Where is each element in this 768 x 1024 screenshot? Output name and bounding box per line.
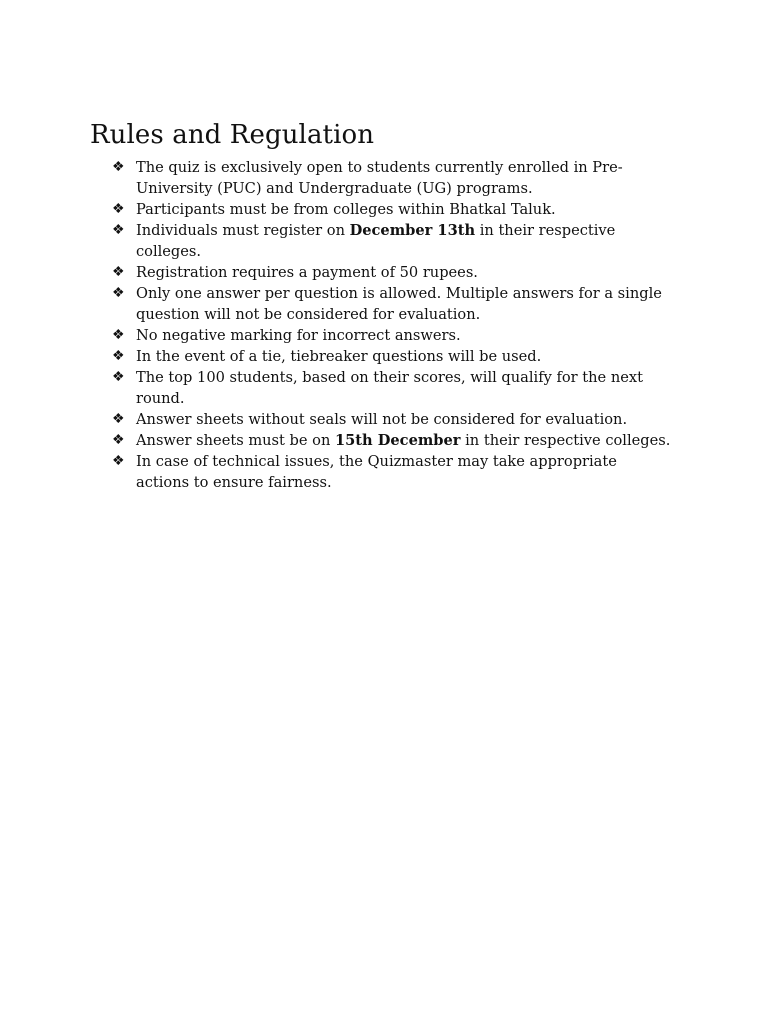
rule-text: Answer sheets must be on 15th December in their respective colleges.: [136, 432, 671, 449]
diamond-bullet-icon: ❖: [112, 411, 125, 427]
rule-text: The quiz is exclusively open to students currently enrolled in Pre-University (PUC) and Undergraduate (UG) programs.: [136, 159, 623, 197]
diamond-bullet-icon: ❖: [112, 348, 125, 364]
rule-text: Answer sheets without seals will not be considered for evaluation.: [136, 411, 628, 428]
list-item: [112, 451, 672, 493]
diamond-bullet-icon: ❖: [112, 327, 125, 343]
rule-text: No negative marking for incorrect answers.: [136, 327, 461, 344]
diamond-bullet-icon: ❖: [112, 453, 125, 469]
diamond-bullet-icon: ❖: [112, 159, 125, 175]
rule-text: In the event of a tie, tiebreaker questions will be used.: [136, 348, 542, 365]
highlight-date: 15th December: [335, 432, 461, 449]
list-item: [112, 409, 672, 430]
highlight-date: December 13th: [349, 222, 476, 239]
list-item: [112, 430, 672, 451]
diamond-bullet-icon: ❖: [112, 432, 125, 448]
list-item: [112, 199, 672, 220]
list-item: [112, 157, 672, 199]
rule-text: Individuals must register on December 13th in their respective colleges.: [136, 222, 616, 260]
list-item: [112, 283, 672, 325]
page-title: Rules and Regulation: [90, 120, 375, 150]
list-item: [112, 367, 672, 409]
rule-text: Participants must be from colleges within Bhatkal Taluk.: [136, 201, 556, 218]
list-item: [112, 262, 672, 283]
diamond-bullet-icon: ❖: [112, 222, 125, 238]
rule-text: Only one answer per question is allowed. Multiple answers for a single question will not be considered for evaluation.: [136, 285, 662, 323]
diamond-bullet-icon: ❖: [112, 264, 125, 280]
list-item: [112, 325, 672, 346]
diamond-bullet-icon: ❖: [112, 369, 125, 385]
rules-list: [112, 157, 672, 493]
rule-text: The top 100 students, based on their scores, will qualify for the next round.: [136, 369, 643, 407]
rule-text: In case of technical issues, the Quizmaster may take appropriate actions to ensure fairness.: [136, 453, 617, 491]
diamond-bullet-icon: ❖: [112, 285, 125, 301]
rule-text: Registration requires a payment of 50 rupees.: [136, 264, 478, 281]
list-item: [112, 346, 672, 367]
diamond-bullet-icon: ❖: [112, 201, 125, 217]
list-item: [112, 220, 672, 262]
